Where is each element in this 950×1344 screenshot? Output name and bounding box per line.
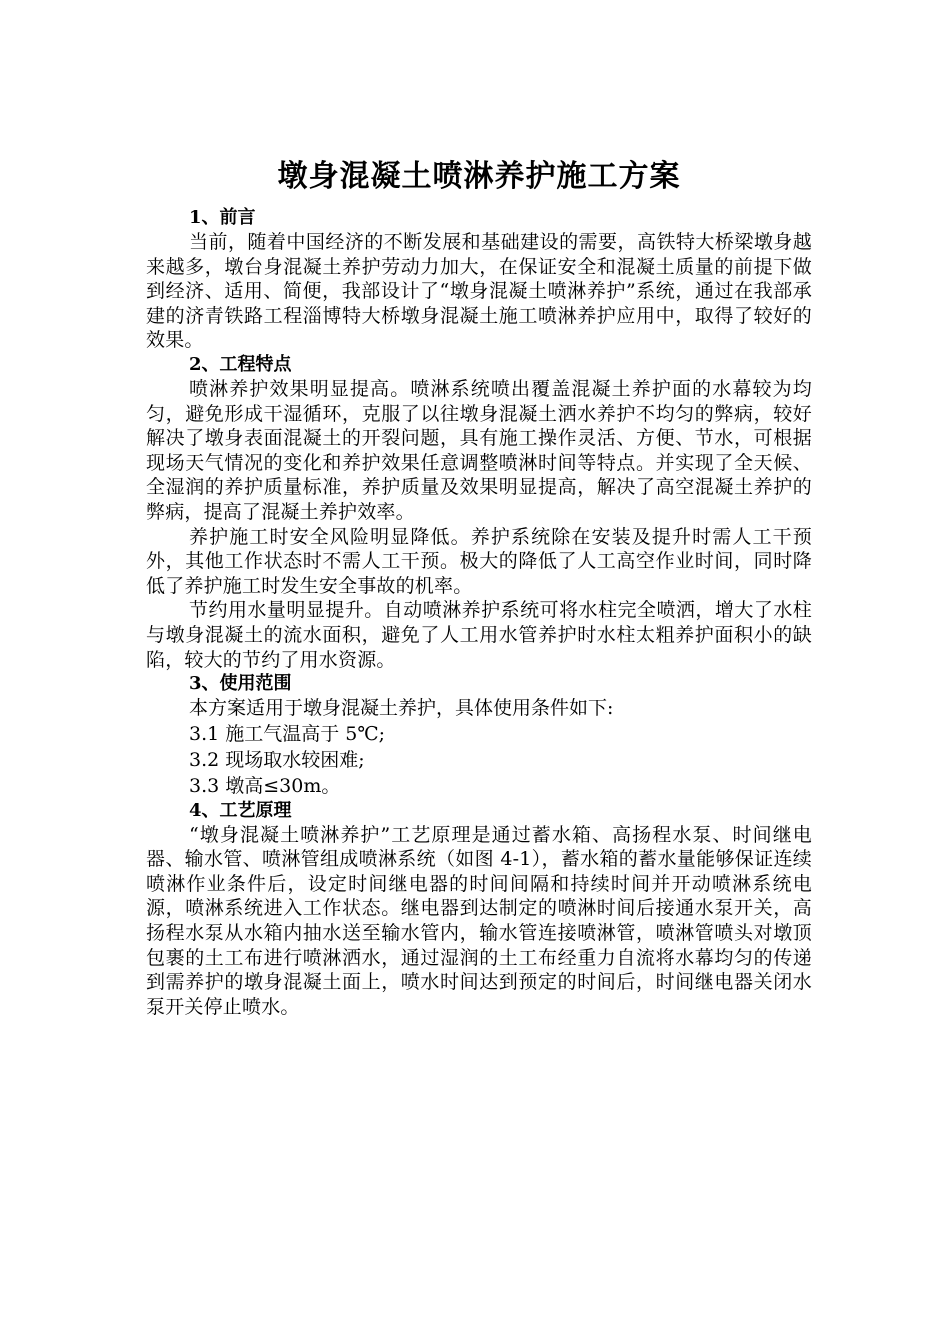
- document-title: 墩身混凝土喷淋养护施工方案: [277, 159, 681, 194]
- document-body: [146, 150, 812, 1019]
- section-paragraph: 喷淋养护效果明显提高。喷淋系统喷出覆盖混凝土养护面的水幕较为均匀，避免形成干湿循环，克服了以往墩身混凝土洒水养护不均匀的弊病，较好解决了墩身表面混凝土的开裂问题，具有施工操作灵活、方便、节水，可根据现场天气情况的变化和养护效果任意调整喷淋时间等特点。并实现了全天候、全湿润的养护质量标准，养护质量及效果明显提高，解决了高空混凝土养护的弊病，提高了混凝土养护效率。: [146, 377, 812, 523]
- section-paragraph: 养护施工时安全风险明显降低。养护系统除在安装及提升时需人工干预外，其他工作状态时不需人工干预。极大的降低了人工高空作业时间，同时降低了养护施工时发生安全事故的机率。: [146, 525, 812, 597]
- section-heading: 3、使用范围: [189, 673, 292, 695]
- section-paragraph: 当前，随着中国经济的不断发展和基础建设的需要，高铁特大桥梁墩身越来越多，墩台身混凝土养护劳动力加大，在保证安全和混凝土质量的前提下做到经济、适用、简便，我部设计了“墩身混凝土喷淋养护”系统，通过在我部承建的济青铁路工程淄博特大桥墩身混凝土施工喷淋养护应用中，取得了较好的效果。: [146, 231, 812, 352]
- list-item: 3.3 墩高≤30m。: [189, 774, 341, 797]
- section-heading: 4、工艺原理: [189, 799, 292, 821]
- list-item: 3.2 现场取水较困难;: [189, 748, 365, 771]
- section-heading: 1、前言: [189, 207, 256, 228]
- section-paragraph: “墩身混凝土喷淋养护”工艺原理是通过蓄水箱、高扬程水泵、时间继电器、输水管、喷淋管组成喷淋系统（如图 4-1），蓄水箱的蓄水量能够保证连续喷淋作业条件后，设定时间继电器的时间间隔和持续时间并开动喷淋系统电源，喷淋系统进入工作状态。继电器到达制定的喷淋时间后接通水泵开关，高扬程水泵从水箱内抽水送至输水管内，输水管连接喷淋管，喷淋管喷头对墩顶包裹的土工布进行喷淋洒水，通过湿润的土工布经重力自流将水幕均匀的传递到需养护的墩身混凝土面上，喷水时间达到预定的时间后，时间继电器关闭水泵开关停止喷水。: [146, 823, 812, 1018]
- section-preface: [146, 206, 812, 353]
- section-scope: [146, 672, 812, 799]
- section-intro: 本方案适用于墩身混凝土养护，具体使用条件如下:: [189, 697, 614, 720]
- list-item: 3.1 施工气温高于 5℃;: [189, 722, 386, 745]
- section-features: [146, 353, 812, 672]
- section-heading: 2、工程特点: [189, 353, 292, 375]
- section-paragraph: 节约用水量明显提升。自动喷淋养护系统可将水柱完全喷洒，增大了水柱与墩身混凝土的流水面积，避免了人工用水管养护时水柱太粗养护面积小的缺陷，较大的节约了用水资源。: [146, 599, 812, 671]
- section-principle: [146, 799, 812, 1020]
